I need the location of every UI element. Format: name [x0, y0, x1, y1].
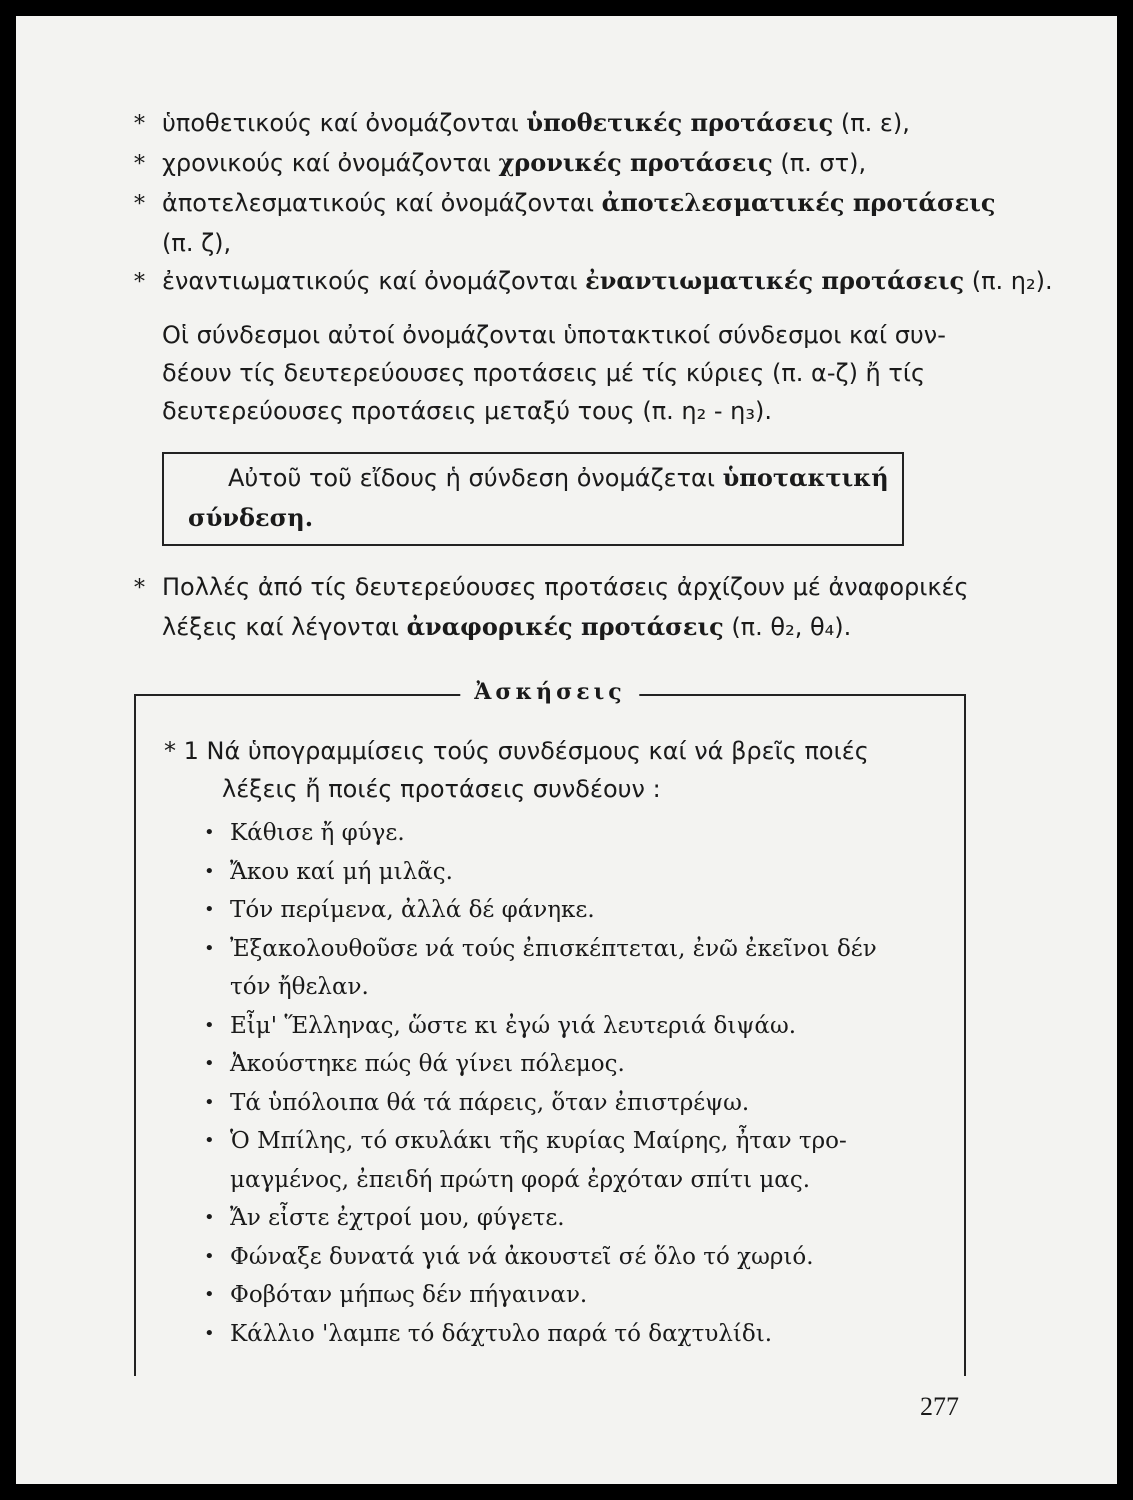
- term-bold: ὑποθετικές προτάσεις: [526, 108, 834, 137]
- clause-type-list: [134, 104, 1053, 302]
- list-item: • Κάλλιο 'λαμπε τό δάχτυλο παρά τό δαχτυλίδι.: [204, 1320, 773, 1347]
- list-item: • Ἀκούστηκε πώς θά γίνει πόλεμος.: [204, 1051, 625, 1077]
- list-item: • Ὁ Μπίλης, τό σκυλάκι τῆς κυρίας Μαίρης, ἦταν τρο- μαγμένος, ἐπειδή πρώτη φορά ἐρχόταν σπίτι μας.: [204, 1128, 847, 1193]
- asterisk: *: [134, 192, 145, 217]
- asterisk: *: [134, 576, 145, 601]
- exercises-title: Ἀσκήσεις: [460, 679, 639, 705]
- asterisk: *: [134, 152, 145, 177]
- list-item-continuation: (π. ζ),: [162, 229, 232, 257]
- asterisk: *: [134, 112, 145, 137]
- asterisk: *: [134, 270, 145, 295]
- list-item: • Ἄκου καί μή μιλᾶς.: [204, 858, 453, 885]
- exercises-box: [134, 679, 966, 1376]
- rule-line: Αὐτοῦ τοῦ εἴδους ἡ σύνδεση ὀνομάζεται ὑποτακτική: [228, 463, 889, 492]
- list-item: • Φοβόταν μήπως δέν πήγαιναν.: [204, 1282, 588, 1308]
- list-item: • Τά ὑπόλοιπα θά τά πάρεις, ὅταν ἐπιστρέψω.: [204, 1089, 750, 1116]
- list-item: • Φώναξε δυνατά γιά νά ἀκουστεῖ σέ ὅλο τό χωριό.: [204, 1243, 814, 1270]
- exercise-instruction: * 1 Νά ὑπογραμμίσεις τούς συνδέσμους καί νά βρεῖς ποιές: [164, 737, 869, 765]
- explanation-paragraph: Οἱ σύνδεσμοι αὐτοί ὀνομάζονται ὑποτακτικοί σύνδεσμοι καί συν- δέουν τίς δευτερεύουσες προτάσεις μέ τίς κύριες (π. α-ζ) ἤ τίς δευτερεύουσες προτάσεις μεταξύ τους (π. η₂ - η₃).: [162, 321, 946, 425]
- book-page: [16, 16, 1117, 1484]
- list-item: • Ἄν εἶστε ἐχτροί μου, φύγετε.: [204, 1205, 565, 1231]
- list-item: • Κάθισε ἤ φύγε.: [204, 820, 405, 846]
- list-item: * ὑποθετικούς καί ὀνομάζονται ὑποθετικές προτάσεις (π. ε),: [134, 104, 966, 144]
- list-item: • Τόν περίμενα, ἀλλά δέ φάνηκε.: [204, 897, 595, 923]
- rule-line: σύνδεση.: [188, 503, 314, 532]
- term-bold: ἀποτελεσματικές προτάσεις: [601, 188, 996, 217]
- term-bold: ἀναφορικές προτάσεις: [406, 612, 724, 641]
- exercise-instruction-cont: λέξεις ἤ ποιές προτάσεις συνδέουν :: [222, 775, 661, 803]
- list-item: * ἀποτελεσματικούς καί ὀνομάζονται ἀποτελεσματικές προτάσεις: [134, 184, 966, 224]
- list-item: * ἐναντιωματικούς καί ὀνομάζονται ἐναντιωματικές προτάσεις (π. η₂).: [134, 262, 966, 302]
- term-bold: χρονικές προτάσεις: [498, 148, 773, 177]
- exercise-sentences: [164, 814, 944, 1353]
- term-bold: ἐναντιωματικές προτάσεις: [585, 266, 965, 295]
- list-item: • Ἐξακολουθοῦσε νά τούς ἐπισκέπτεται, ἐνῶ ἐκεῖνοι δέν τόν ἤθελαν.: [204, 935, 877, 1000]
- list-item: * χρονικούς καί ὀνομάζονται χρονικές προτάσεις (π. στ),: [134, 144, 966, 184]
- rule-box: [162, 452, 904, 546]
- relative-clauses-note: * Πολλές ἀπό τίς δευτερεύουσες προτάσεις ἀρχίζουν μέ ἀναφορικές λέξεις καί λέγονται ἀναφορικές προτάσεις (π. θ₂, θ₄).: [134, 568, 966, 646]
- page-number: 277: [920, 1392, 959, 1421]
- exercise-1: [164, 732, 944, 1353]
- main-text: [134, 104, 1053, 646]
- list-item: • Εἶμ' Ἕλληνας, ὥστε κι ἐγώ γιά λευτεριά διψάω.: [204, 1012, 797, 1039]
